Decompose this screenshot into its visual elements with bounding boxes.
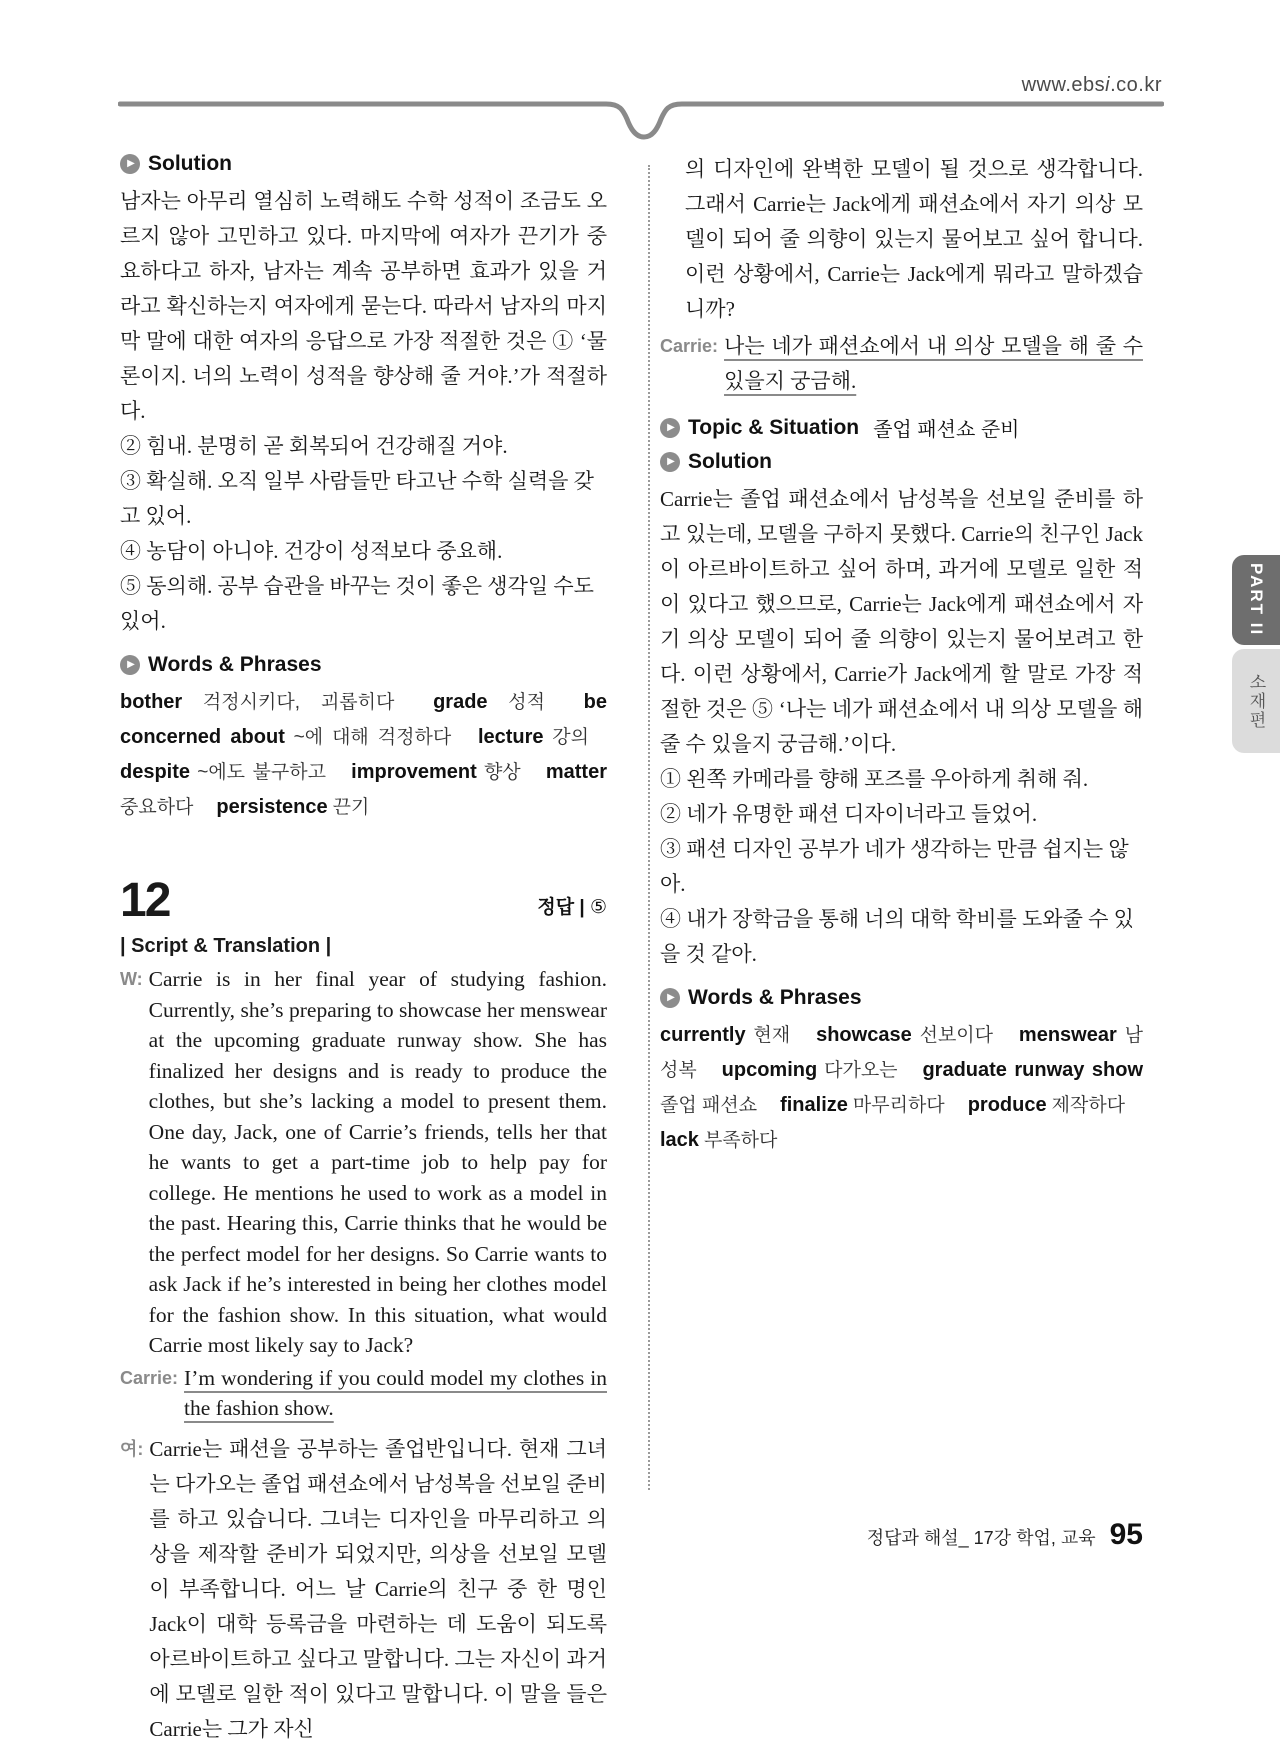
word-entry: lack 부족하다: [660, 1129, 778, 1151]
tab-sojaepyeon: 소재편: [1232, 649, 1280, 753]
word-entry: graduate runway show 졸업 패션쇼: [660, 1059, 1143, 1116]
question-12-header: [120, 874, 607, 927]
script-translation-header: | Script & Translation |: [120, 935, 332, 957]
solution-body-q12: Carrie는 졸업 패션쇼에서 남성복을 선보일 준비를 하고 있는데, 모델을 구하지 못했다. Carrie의 친구인 Jack이 아르바이트하고 싶어 하며, 과거에 모델로 일한 적이 있다고 했으므로, Carrie는 Jack에게 패션쇼에서 자기 의상 모델이 되어 줄 의향이 있는지 물어보려고 한다. 이런 상황에서, Carrie가 Jack에게 할 말로 가장 적절한 것은 ⑤ ‘나는 네가 패션쇼에서 내 의상 모델을 해 줄 수 있을지 궁금해.’이다.: [660, 487, 1143, 756]
word-entry: showcase 선보이다: [816, 1024, 994, 1046]
word-entry: bother 걱정시키다, 괴롭히다: [120, 691, 395, 713]
answer-options-q11: [120, 429, 607, 639]
word-entry: upcoming 다가오는: [721, 1059, 898, 1081]
question-number: 12: [120, 874, 170, 927]
word-entry: grade 성적: [433, 691, 545, 713]
section-title: Topic & Situation: [688, 415, 860, 439]
play-circle-icon: ▶: [660, 988, 680, 1008]
option-3: ③ 패션 디자인 공부가 네가 생각하는 만큼 쉽지는 않아.: [660, 837, 1129, 896]
carrie-line-en-text: I’m wondering if you could model my clothes in the fashion show.: [184, 1365, 607, 1420]
site-url: www.ebsi.co.kr: [1021, 74, 1162, 96]
word-entry: matter 중요하다: [120, 761, 607, 818]
solution-header-q12: [660, 450, 1143, 474]
option-5: ⑤ 동의해. 공부 습관을 바꾸는 것이 좋은 생각일 수도 있어.: [120, 574, 594, 633]
word-entry: currently 현재: [660, 1024, 791, 1046]
translation-paragraph: [120, 1432, 607, 1747]
word-entry: be concerned about ~에 대해 걱정하다: [120, 691, 608, 748]
translation-continued: 의 디자인에 완벽한 모델이 될 것으로 생각합니다. 그래서 Carrie는 Jack에게 패션쇼에서 자기 의상 모델이 되어 줄 의향이 있는지 물어보고 싶어 합니다. 이런 상황에서, Carrie는 Jack에게 뭐라고 말하겠습니까?: [685, 157, 1143, 321]
column-divider: [648, 165, 650, 1490]
section-title: Words & Phrases: [688, 986, 862, 1009]
word-entry: improvement 향상: [351, 761, 521, 783]
topic-situation-header: [660, 413, 1143, 442]
carrie-line-ko: [660, 329, 1143, 399]
topic-text: 졸업 패션쇼 준비: [873, 419, 1020, 441]
words-list-q11: [120, 685, 607, 825]
left-column: [120, 152, 607, 1747]
word-entry: persistence 끈기: [216, 796, 370, 818]
right-column: [660, 152, 1143, 1158]
play-circle-icon: ▶: [660, 452, 680, 472]
words-list-q12: [660, 1018, 1143, 1158]
script-paragraph: [120, 964, 607, 1361]
option-2: ② 힘내. 분명히 곧 회복되어 건강해질 거야.: [120, 434, 508, 458]
option-2: ② 네가 유명한 패션 디자이너라고 들었어.: [660, 802, 1038, 826]
answer-badge: 정답 | ⑤: [537, 897, 607, 918]
option-4: ④ 내가 장학금을 통해 너의 대학 학비를 도와줄 수 있을 것 같아.: [660, 907, 1134, 966]
script-text: Carrie is in her final year of studying fashion. Currently, she’s preparing to showcase her menswear at the upcoming graduate runway show. She has finalized her designs and is ready to produce the clothes, but she’s lacking a model to present them. One day, Jack, one of Carrie’s friends, tells her that he wants to get a part-time job to help pay for college. He mentions he used to work as a model in the past. Hearing this, Carrie thinks that he would be the perfect model for her designs. So Carrie wants to ask Jack if he’s interested in being her clothes model for the fashion show. In this situation, what would Carrie most likely say to Jack?: [148, 967, 607, 1357]
option-3: ③ 확실해. 오직 일부 사람들만 타고난 수학 실력을 갖고 있어.: [120, 469, 594, 528]
carrie-line-ko-text: 나는 네가 패션쇼에서 내 의상 모델을 해 줄 수 있을지 궁금해.: [724, 334, 1143, 393]
tab-part-2: PART II: [1232, 555, 1280, 645]
words-header-q12: [660, 986, 1143, 1010]
answer-options-q12: [660, 762, 1143, 972]
option-1: ① 왼쪽 카메라를 향해 포즈를 우아하게 취해 줘.: [660, 767, 1089, 791]
header-rule-with-notch: [118, 98, 1164, 144]
section-title: Solution: [148, 152, 232, 175]
word-entry: despite ~에도 불구하고: [120, 761, 326, 783]
speaker-label-yeo: 여:: [120, 1438, 144, 1459]
speaker-label-carrie: Carrie:: [660, 336, 719, 356]
play-circle-icon: ▶: [120, 154, 140, 174]
option-4: ④ 농담이 아니야. 건강이 성적보다 중요해.: [120, 539, 503, 563]
carrie-line-en: [120, 1363, 607, 1424]
translation-text: Carrie는 패션을 공부하는 졸업반입니다. 현재 그녀는 다가오는 졸업 패션쇼에서 남성복을 선보일 준비를 하고 있습니다. 그녀는 디자인을 마무리하고 의상을 제작할 준비가 되었지만, 의상을 선보일 모델이 부족합니다. 어느 날 Carrie의 친구 중 한 명인 Jack이 대학 등록금을 마련하는 데 도움이 되도록 아르바이트하고 싶다고 말합니다. 그는 자신이 과거에 모델로 일한 적이 있다고 말합니다. 이 말을 들은 Carrie는 그가 자신: [149, 1436, 607, 1741]
word-entry: produce 제작하다: [967, 1094, 1126, 1116]
play-circle-icon: ▶: [660, 418, 680, 438]
page-footer: [120, 1518, 1143, 1552]
word-entry: lecture 강의: [477, 726, 589, 748]
solution-header-q11: [120, 152, 607, 176]
footer-caption: 정답과 해설_ 17강 학업, 교육: [866, 1528, 1096, 1548]
word-entry: menswear 남성복: [660, 1024, 1143, 1081]
page-number: 95: [1109, 1518, 1143, 1551]
solution-body-q11: 남자는 아무리 열심히 노력해도 수학 성적이 조금도 오르지 않아 고민하고 있다. 마지막에 여자가 끈기가 중요하다고 하자, 남자는 계속 공부하면 효과가 있을 거라고 확신하는지 여자에게 묻는다. 따라서 남자의 마지막 말에 대한 여자의 응답으로 가장 적절한 것은 ① ‘물론이지. 너의 노력이 성적을 향상해 줄 거야.’가 적절하다.: [120, 189, 607, 423]
section-title: Solution: [688, 450, 772, 473]
play-circle-icon: ▶: [120, 655, 140, 675]
words-header-q11: [120, 653, 607, 677]
speaker-label-w: W:: [120, 969, 143, 989]
word-entry: finalize 마무리하다: [780, 1094, 945, 1116]
speaker-label-carrie: Carrie:: [120, 1367, 179, 1388]
section-title: Words & Phrases: [148, 653, 322, 676]
